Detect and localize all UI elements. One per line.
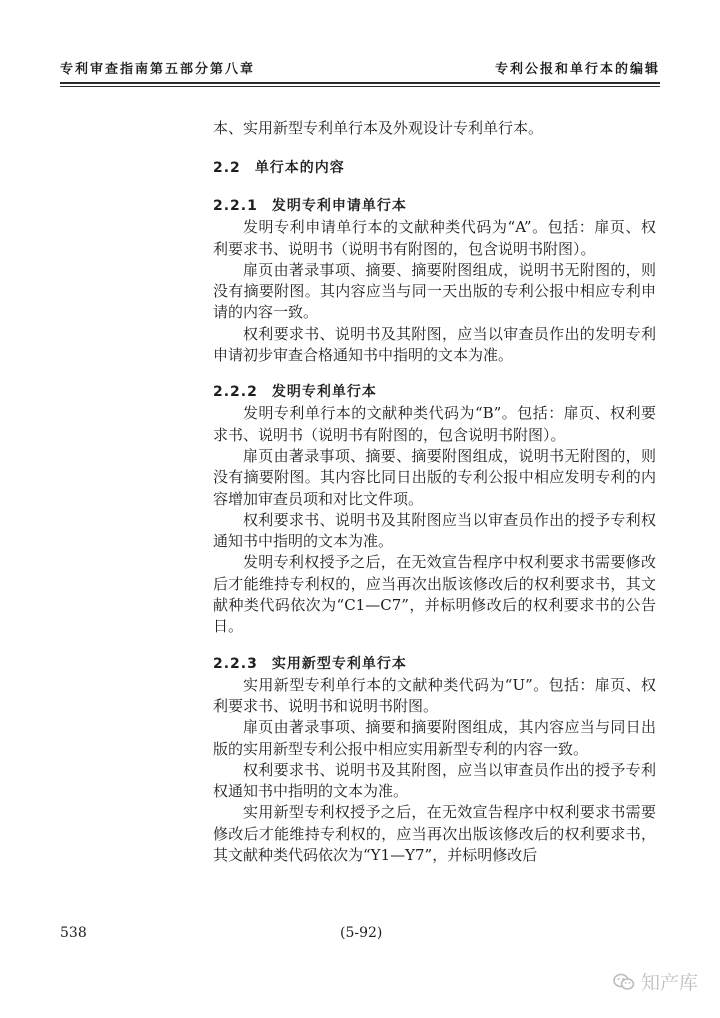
paragraph: 权利要求书、说明书及其附图，应当以审查员作出的授予专利权通知书中指明的文本为准。 xyxy=(213,760,656,801)
page-body xyxy=(213,118,656,866)
section-number: 2.2.3 xyxy=(213,655,258,672)
page-number: 538 xyxy=(60,925,87,941)
header-chapter-title: 专利审查指南第五部分第八章 xyxy=(60,62,256,77)
header-rule-thin xyxy=(60,86,660,87)
paragraph: 发明专利权授予之后，在无效宣告程序中权利要求书需要修改后才能维持专利权的，应当再次出版该修改后的权利要求书，其文献种类代码依次为“C1—C7”，并标明修改后的权利要求书的公告日。 xyxy=(213,553,656,636)
section-2-2-3-heading xyxy=(213,654,656,675)
watermark xyxy=(613,968,698,995)
section-number: 2.2.1 xyxy=(213,198,258,215)
section-title: 实用新型专利单行本 xyxy=(271,655,407,672)
watermark-text: 知产库 xyxy=(640,972,698,994)
section-number: 2.2.2 xyxy=(213,384,258,401)
section-2-2-1-heading xyxy=(213,196,656,217)
paragraph: 权利要求书、说明书及其附图，应当以审查员作出的发明专利申请初步审查合格通知书中指明的文本为准。 xyxy=(213,324,656,365)
paragraph: 实用新型专利权授予之后，在无效宣告程序中权利要求书需要修改后才能维持专利权的，应当再次出版该修改后的权利要求书，其文献种类代码依次为“Y1—Y7”，并标明修改后 xyxy=(213,803,656,865)
paragraph: 发明专利申请单行本的文献种类代码为“A”。包括：扉页、权利要求书、说明书（说明书有附图的，包含说明书附图）。 xyxy=(213,218,656,258)
paragraph: 权利要求书、说明书及其附图应当以审查员作出的授予专利权通知书中指明的文本为准。 xyxy=(213,510,656,551)
wechat-icon xyxy=(613,973,635,991)
paragraph: 发明专利单行本的文献种类代码为“B”。包括：扉页、权利要求书、说明书（说明书有附图的，包含说明书附图）。 xyxy=(213,404,656,444)
section-title: 发明专利单行本 xyxy=(271,384,377,401)
running-header xyxy=(60,55,660,77)
section-page-code: (5-92) xyxy=(340,925,383,941)
header-section-title: 专利公报和单行本的编辑 xyxy=(494,62,660,77)
section-title: 发明专利申请单行本 xyxy=(271,198,407,215)
intro-paragraph: 本、实用新型专利单行本及外观设计专利单行本。 xyxy=(213,119,544,137)
section-2-2-2-heading xyxy=(213,382,656,403)
paragraph: 扉页由著录事项、摘要、摘要附图组成，说明书无附图的，则没有摘要附图。其内容比同日出版的专利公报中相应发明专利的内容增加审查员项和对比文件项。 xyxy=(213,446,656,508)
header-rule-thick xyxy=(60,82,660,84)
section-number: 2.2 xyxy=(213,160,241,177)
section-title: 单行本的内容 xyxy=(254,160,345,177)
paragraph: 扉页由著录事项、摘要和摘要附图组成，其内容应当与同日出版的实用新型专利公报中相应实用新型专利的内容一致。 xyxy=(213,718,656,758)
paragraph: 实用新型专利单行本的文献种类代码为“U”。包括：扉页、权利要求书、说明书和说明书附图。 xyxy=(213,675,656,715)
paragraph: 扉页由著录事项、摘要、摘要附图组成，说明书无附图的，则没有摘要附图。其内容应当与同一天出版的专利公报中相应专利申请的内容一致。 xyxy=(213,260,656,322)
section-2-2-heading xyxy=(213,158,656,179)
